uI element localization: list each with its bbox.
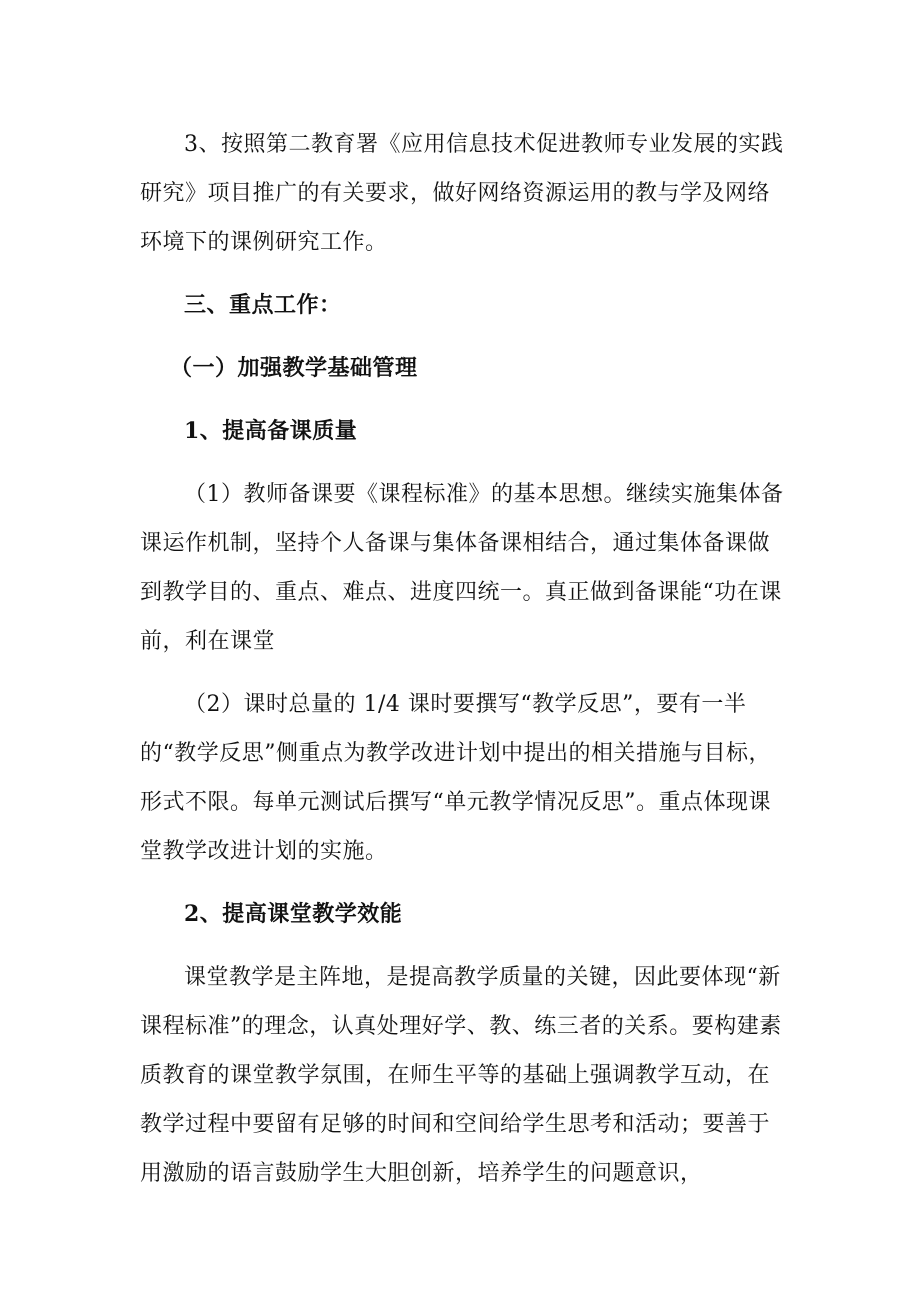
paragraph-teaching-reflection: （2）课时总量的 1/4 课时要撰写“教学反思”，要有一半的“教学反思”侧重点为教学改进计划中提出的相关措施与目标，形式不限。每单元测试后撰写“单元教学情况反思”。重点体现课堂教学改进计划的实施。 bbox=[140, 692, 771, 864]
paragraph-lesson-prep: （1）教师备课要《课程标准》的基本思想。继续实施集体备课运作机制，坚持个人备课与集体备课相结合，通过集体备课做到教学目的、重点、难点、进度四统一。真正做到备课能“功在课前，利在课堂 bbox=[140, 482, 784, 654]
subheading-classroom-efficiency: 2、提高课堂教学效能 bbox=[184, 901, 403, 927]
subsection-heading-teaching-management: （一）加强教学基础管理 bbox=[170, 355, 418, 381]
paragraph-classroom-teaching: 课堂教学是主阵地，是提高教学质量的关键，因此要体现“新课程标准”的理念，认真处理好学、教、练三者的关系。要构建素质教育的课堂教学氛围，在师生平等的基础上强调教学互动，在教学过程中要留有足够的时间和空间给学生思考和活动；要善于用激励的语言鼓励学生大胆创新，培养学生的问题意识， bbox=[140, 965, 782, 1186]
subheading-lesson-prep-quality: 1、提高备课质量 bbox=[184, 418, 358, 444]
paragraph-item-3: 3、按照第二教育署《应用信息技术促进教师专业发展的实践研究》项目推广的有关要求，做好网络资源运用的教与学及网络环境下的课例研究工作。 bbox=[140, 132, 784, 255]
section-heading-key-work: 三、重点工作： bbox=[184, 292, 342, 318]
document-body bbox=[140, 120, 790, 1198]
